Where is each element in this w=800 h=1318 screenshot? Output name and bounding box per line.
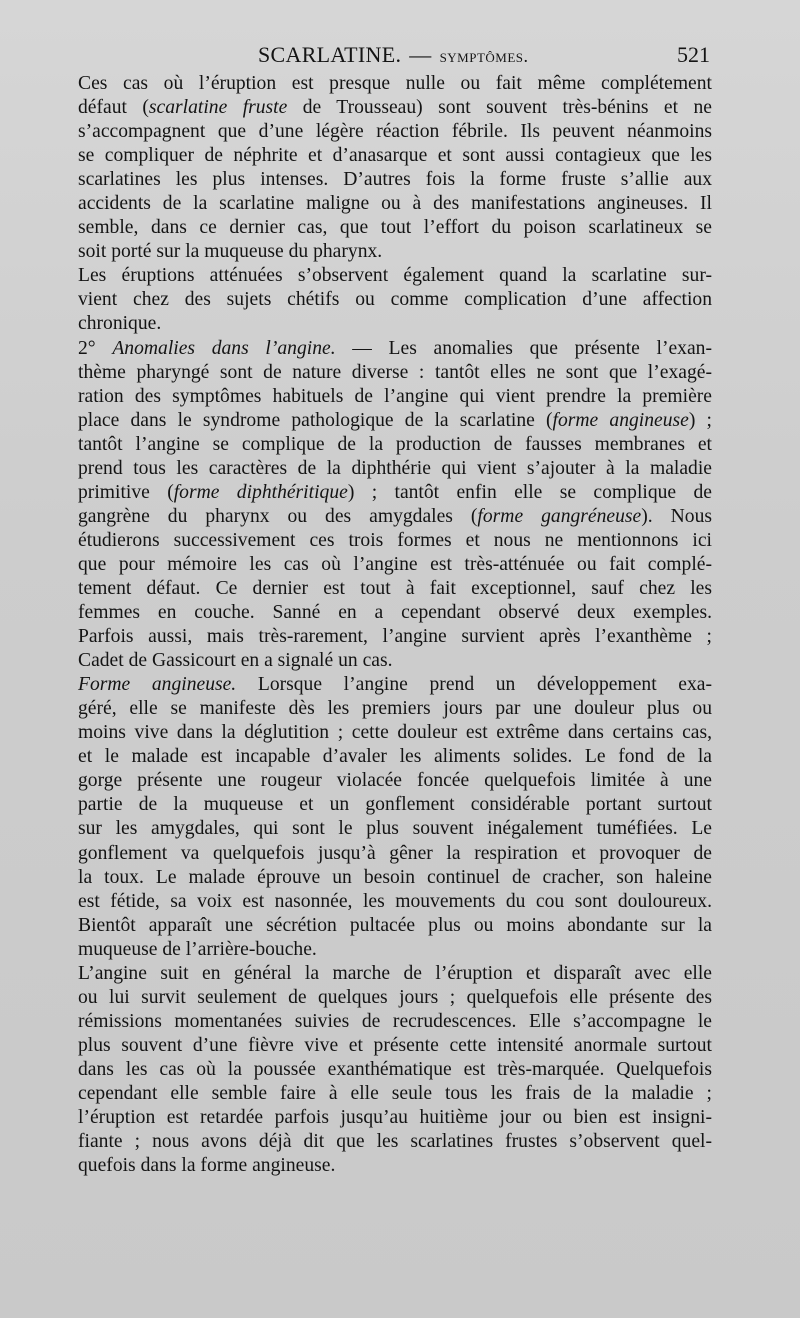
text-line [56, 288, 712, 312]
text-segment: soit porté sur la muqueuse du pharynx. [78, 241, 383, 263]
text-segment: scarlatines les plus intenses. D’autres fois la forme fruste s’allie aux [78, 169, 712, 191]
text-segment: primitive ( [78, 481, 174, 503]
text-segment: fiante ; nous avons déjà dit que les scarlatines frustes s’observent quel- [78, 1131, 712, 1153]
page-header [0, 36, 800, 76]
text-segment: Les éruptions atténuées s’observent également quand la scarlatine sur- [78, 265, 712, 287]
text-line [56, 385, 712, 409]
text-line [56, 625, 712, 649]
text-segment: ) ; [688, 409, 712, 431]
text-line [56, 1010, 712, 1034]
text-segment: rémissions momentanées suivies de recrudescences. Elle s’accompagne le [78, 1010, 712, 1032]
italic-term: forme diphthéritique [173, 481, 348, 503]
text-line [56, 649, 712, 673]
text-line [56, 793, 712, 817]
text-line [56, 745, 712, 769]
text-line [56, 264, 712, 288]
text-line [56, 433, 712, 457]
running-title-sub: symptômes. [439, 46, 529, 66]
text-segment: moins vive dans la déglutition ; cette douleur est extrême dans certains cas, [78, 722, 712, 744]
paragraph [56, 264, 712, 336]
text-line [56, 553, 712, 577]
text-segment: défaut ( [78, 97, 149, 119]
text-segment: et le malade est incapable d’avaler les aliments solides. Le fond de la [78, 746, 712, 768]
text-segment: de Trousseau) sont souvent très-bénins et ne [287, 97, 712, 119]
text-segment: semble, dans ce dernier cas, que tout l’effort du poison scarlatineux se [78, 217, 712, 239]
text-line [56, 601, 712, 625]
paragraph [56, 72, 712, 264]
text-line [56, 72, 712, 96]
text-segment: Bientôt apparaît une sécrétion pultacée plus ou moins abondante sur la [78, 914, 712, 936]
text-line [56, 312, 712, 336]
text-line [56, 240, 712, 264]
running-title-main: SCARLATINE. [258, 42, 402, 67]
text-line [56, 192, 712, 216]
italic-term: forme gangréneuse [477, 505, 642, 527]
text-segment: ration des symptômes habituels de l’angine qui vient prendre la première [78, 385, 712, 407]
text-segment: tantôt l’angine se complique de la production de fausses membranes et [78, 433, 712, 455]
text-line [56, 890, 712, 914]
text-segment: tement défaut. Ce dernier est tout à fait exceptionnel, sauf chez les [78, 577, 712, 599]
text-line [56, 457, 712, 481]
text-segment: place dans le syndrome pathologique de la scarlatine ( [78, 409, 553, 431]
text-segment: gonflement va quelquefois jusqu’à gêner la respiration et provoquer de [78, 842, 712, 864]
text-line [56, 216, 712, 240]
paragraph [56, 673, 712, 962]
text-line [56, 144, 712, 168]
text-line [56, 1130, 712, 1154]
text-line [56, 361, 712, 385]
text-segment: ou lui survit seulement de quelques jours ; quelquefois elle présente des [78, 986, 712, 1008]
text-segment: étudierons successivement ces trois formes et nous ne mentionnons ici [78, 529, 712, 551]
text-line [56, 673, 712, 697]
text-line [56, 120, 712, 144]
text-line [56, 842, 712, 866]
text-segment: vient chez des sujets chétifs ou comme complication d’une affection [78, 289, 712, 311]
running-title [258, 42, 529, 68]
text-segment: dans les cas où la poussée exanthématique est très-marquée. Quelquefois [78, 1058, 712, 1080]
italic-term: Anomalies dans l’angine. [112, 337, 336, 359]
italic-term: Forme angineuse. [78, 674, 237, 696]
italic-term: forme angineuse [552, 409, 689, 431]
text-segment: partie de la muqueuse et un gonflement considérable portant surtout [78, 794, 712, 816]
text-segment: ). Nous [641, 505, 712, 527]
text-segment: se compliquer de néphrite et d’anasarque et sont aussi contagieux que les [78, 145, 712, 167]
text-segment: l’éruption est retardée parfois jusqu’au huitième jour ou bien est insigni- [78, 1107, 712, 1129]
italic-term: scarlatine fruste [148, 97, 288, 119]
text-segment: Lorsque l’angine prend un développement exa- [236, 674, 712, 696]
text-line [56, 769, 712, 793]
text-line [56, 1034, 712, 1058]
text-segment: L’angine suit en général la marche de l’éruption et disparaît avec elle [78, 962, 712, 984]
text-segment: gorge présente une rougeur violacée foncée quelquefois limitée à une [78, 770, 712, 792]
text-segment: géré, elle se manifeste dès les premiers jours par une douleur plus ou [78, 698, 712, 720]
text-line [56, 986, 712, 1010]
text-segment: la toux. Le malade éprouve un besoin continuel de cracher, son haleine [78, 866, 712, 888]
text-segment: est fétide, sa voix est nasonnée, les mouvements du cou sont douloureux. [78, 890, 712, 912]
text-segment: femmes en couche. Sanné en a cependant observé deux exemples. [78, 602, 712, 624]
text-line [56, 721, 712, 745]
text-line [56, 481, 712, 505]
text-segment: muqueuse de l’arrière-bouche. [78, 938, 317, 960]
text-line [56, 938, 712, 962]
text-segment: s’accompagnent que d’une légère réaction fébrile. Ils peuvent néanmoins [78, 121, 712, 143]
text-segment: ) ; tantôt enfin elle se complique de [347, 481, 712, 503]
text-line [56, 1106, 712, 1130]
text-segment: Parfois aussi, mais très-rarement, l’angine survient après l’exanthème ; [78, 626, 712, 648]
text-line [56, 817, 712, 841]
text-segment: cependant elle semble faire à elle seule tous les frais de la maladie ; [78, 1082, 712, 1104]
text-line [56, 697, 712, 721]
paragraph [56, 962, 712, 1178]
text-line [56, 577, 712, 601]
text-segment: thème pharyngé sont de nature diverse : tantôt elles ne sont que l’exagé- [78, 361, 712, 383]
text-line [56, 866, 712, 890]
text-line [56, 1154, 712, 1178]
text-segment: Cadet de Gassicourt en a signalé un cas. [78, 650, 393, 672]
text-line [56, 529, 712, 553]
text-segment: 2° [78, 337, 113, 359]
text-line [56, 505, 712, 529]
text-segment: accidents de la scarlatine maligne ou à des manifestations angineuses. Il [78, 193, 712, 215]
text-segment: que pour mémoire les cas où l’angine est très-atténuée ou fait complé- [78, 553, 712, 575]
text-segment: plus souvent d’une fièvre vive et présente cette intensité anormale surtout [78, 1034, 712, 1056]
text-segment: — Les anomalies que présente l’exan- [335, 337, 712, 359]
text-line [56, 962, 712, 986]
text-segment: Ces cas où l’éruption est presque nulle ou fait même complétement [78, 73, 712, 94]
text-segment: quefois dans la forme angineuse. [78, 1155, 336, 1177]
running-title-separator: — [409, 42, 432, 67]
text-line [56, 337, 712, 361]
page-number: 521 [677, 42, 710, 67]
paragraph [56, 337, 712, 674]
text-segment: chronique. [78, 313, 162, 335]
text-line [56, 1082, 712, 1106]
body-text [56, 72, 712, 1178]
text-line [56, 914, 712, 938]
text-line [56, 1058, 712, 1082]
text-line [56, 168, 712, 192]
text-line [56, 409, 712, 433]
text-segment: sur les amygdales, qui sont le plus souvent inégalement tuméfiées. Le [78, 818, 712, 840]
text-segment: gangrène du pharynx ou des amygdales ( [78, 505, 478, 527]
text-segment: prend tous les caractères de la diphthérie qui vient s’ajouter à la maladie [78, 457, 712, 479]
text-line [56, 96, 712, 120]
